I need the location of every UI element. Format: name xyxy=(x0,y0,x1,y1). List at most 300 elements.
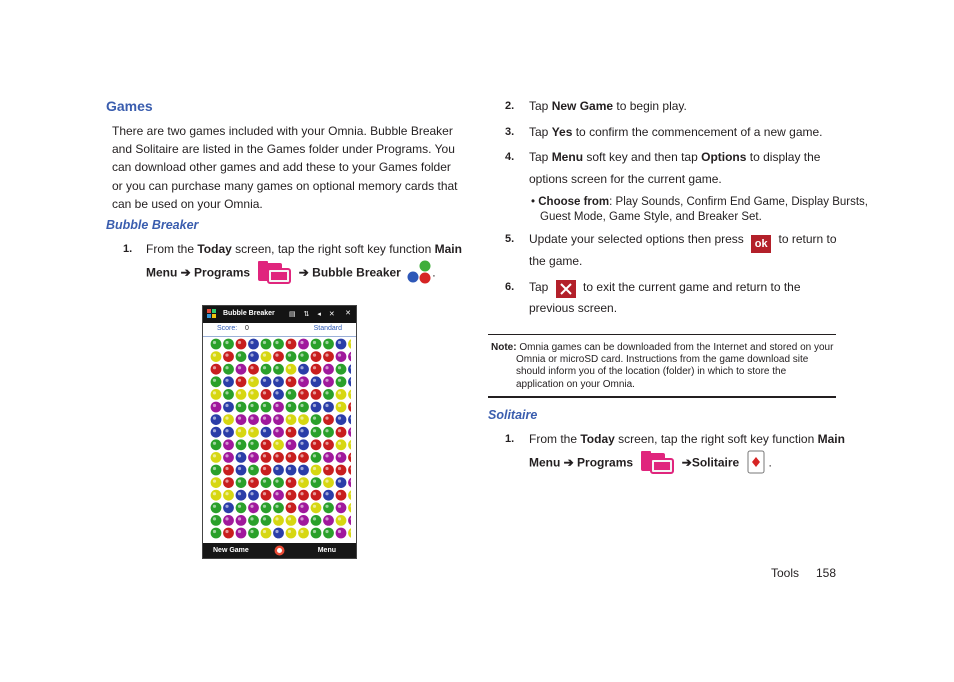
bubble[interactable] xyxy=(211,414,222,425)
bubble[interactable] xyxy=(248,376,259,387)
bubble[interactable] xyxy=(298,477,309,488)
bubble-highlight xyxy=(225,429,228,432)
bubble[interactable] xyxy=(248,389,259,400)
bubble[interactable] xyxy=(298,528,309,539)
step-text: Tap Menu soft key and then tap Options to display the xyxy=(529,150,821,164)
bubble[interactable] xyxy=(286,439,297,450)
bubble-highlight xyxy=(338,505,341,508)
bubble[interactable] xyxy=(223,364,234,375)
bubble-highlight xyxy=(213,366,216,369)
bubble[interactable] xyxy=(348,389,351,400)
step-number: 6. xyxy=(505,281,515,293)
bubble[interactable] xyxy=(223,477,234,488)
bubble[interactable] xyxy=(311,414,322,425)
bubble[interactable] xyxy=(236,528,247,539)
status-icons: ▤ ⇅ ◂ ✕ xyxy=(289,311,338,318)
bubble[interactable] xyxy=(348,452,351,463)
bubble[interactable] xyxy=(348,414,351,425)
programs-folder-icon xyxy=(640,450,674,477)
bubble[interactable] xyxy=(298,427,309,438)
bubble[interactable] xyxy=(286,351,297,362)
bubble-highlight xyxy=(225,354,228,357)
bubble-highlight xyxy=(288,341,291,344)
bubble-highlight xyxy=(275,480,278,483)
bubble-highlight xyxy=(288,505,291,508)
bubble[interactable] xyxy=(348,351,351,362)
bubble[interactable] xyxy=(311,439,322,450)
bubble-highlight xyxy=(238,505,241,508)
bubble[interactable] xyxy=(311,502,322,513)
bubble[interactable] xyxy=(273,414,284,425)
solitaire-card-icon xyxy=(747,450,765,477)
bubble[interactable] xyxy=(298,339,309,350)
bubble[interactable] xyxy=(248,414,259,425)
bubble[interactable] xyxy=(311,402,322,413)
bubble[interactable] xyxy=(336,376,347,387)
bubble[interactable] xyxy=(323,351,334,362)
bubble[interactable] xyxy=(261,389,272,400)
bubble[interactable] xyxy=(348,439,351,450)
bubble-highlight xyxy=(225,341,228,344)
bubble[interactable] xyxy=(248,515,259,526)
bubble[interactable] xyxy=(211,439,222,450)
bubble-highlight xyxy=(300,454,303,457)
bubble[interactable] xyxy=(336,490,347,501)
bubble[interactable] xyxy=(211,528,222,539)
note-box xyxy=(488,334,836,398)
step-text: From the Today screen, tap the right soft key function Main xyxy=(146,242,462,256)
bubble-highlight xyxy=(213,379,216,382)
bubble-highlight xyxy=(313,442,316,445)
close-x-icon[interactable] xyxy=(556,280,576,298)
bubble-highlight xyxy=(250,379,253,382)
bubble[interactable] xyxy=(261,465,272,476)
bubble[interactable] xyxy=(211,515,222,526)
bubble[interactable] xyxy=(323,389,334,400)
bubble-highlight xyxy=(275,417,278,420)
bubble[interactable] xyxy=(261,477,272,488)
bubble-highlight xyxy=(213,354,216,357)
bubble-highlight xyxy=(250,467,253,470)
bubble[interactable] xyxy=(236,389,247,400)
bubble[interactable] xyxy=(223,414,234,425)
bubble[interactable] xyxy=(211,490,222,501)
bubble-highlight xyxy=(325,429,328,432)
bubble[interactable] xyxy=(323,427,334,438)
bubble[interactable] xyxy=(236,515,247,526)
bubble[interactable] xyxy=(323,490,334,501)
bubble[interactable] xyxy=(261,351,272,362)
bubble[interactable] xyxy=(336,439,347,450)
bubble[interactable] xyxy=(273,515,284,526)
bubble[interactable] xyxy=(298,439,309,450)
bubble-highlight xyxy=(250,404,253,407)
bubble-highlight xyxy=(238,391,241,394)
bubble[interactable] xyxy=(311,376,322,387)
bubble[interactable] xyxy=(348,339,351,350)
bubble[interactable] xyxy=(298,502,309,513)
bubble[interactable] xyxy=(348,477,351,488)
bubble[interactable] xyxy=(336,502,347,513)
bubble-highlight xyxy=(313,530,316,533)
bubble-highlight xyxy=(288,454,291,457)
bubble-highlight xyxy=(263,417,266,420)
bubble[interactable] xyxy=(248,364,259,375)
step-text: From the Today screen, tap the right soft key function Main xyxy=(529,432,845,446)
bubble[interactable] xyxy=(323,364,334,375)
bubble[interactable] xyxy=(236,402,247,413)
bubble[interactable] xyxy=(286,452,297,463)
menu-soft-key[interactable]: Menu xyxy=(317,547,336,554)
bubble[interactable] xyxy=(311,351,322,362)
bubble-highlight xyxy=(338,454,341,457)
bubble[interactable] xyxy=(223,389,234,400)
bubble[interactable] xyxy=(311,452,322,463)
bubble[interactable] xyxy=(298,351,309,362)
bubble[interactable] xyxy=(286,528,297,539)
bubble-highlight xyxy=(250,492,253,495)
bubble[interactable] xyxy=(336,528,347,539)
bubble[interactable] xyxy=(348,402,351,413)
bubble-highlight xyxy=(213,429,216,432)
bubble[interactable] xyxy=(248,452,259,463)
bubble[interactable] xyxy=(323,402,334,413)
bubble-highlight xyxy=(275,404,278,407)
bubble[interactable] xyxy=(273,376,284,387)
bubble[interactable] xyxy=(273,465,284,476)
bubble[interactable] xyxy=(298,465,309,476)
bubble[interactable] xyxy=(336,389,347,400)
bubble[interactable] xyxy=(336,414,347,425)
bubble-highlight xyxy=(263,517,266,520)
bubble[interactable] xyxy=(236,477,247,488)
bubble[interactable] xyxy=(286,515,297,526)
step-number: 2. xyxy=(505,100,515,112)
bubble-highlight xyxy=(300,505,303,508)
bubble[interactable] xyxy=(323,414,334,425)
bubble[interactable] xyxy=(223,439,234,450)
bubble[interactable] xyxy=(286,465,297,476)
bubble-highlight xyxy=(325,492,328,495)
bubble[interactable] xyxy=(348,515,351,526)
bubble[interactable] xyxy=(248,502,259,513)
bubble[interactable] xyxy=(311,490,322,501)
bubble[interactable] xyxy=(248,339,259,350)
bubble[interactable] xyxy=(311,465,322,476)
bubble[interactable] xyxy=(273,427,284,438)
bubble[interactable] xyxy=(336,477,347,488)
bubble[interactable] xyxy=(236,502,247,513)
bubble[interactable] xyxy=(236,376,247,387)
bubble[interactable] xyxy=(286,364,297,375)
step-number: 4. xyxy=(505,151,515,163)
bubble[interactable] xyxy=(273,364,284,375)
bubble-highlight xyxy=(250,505,253,508)
bubble-highlight xyxy=(338,467,341,470)
bubble[interactable] xyxy=(211,376,222,387)
bubble[interactable] xyxy=(211,402,222,413)
bubble[interactable] xyxy=(223,490,234,501)
bubble[interactable] xyxy=(286,502,297,513)
bubble-highlight xyxy=(313,517,316,520)
bubble-highlight xyxy=(213,505,216,508)
bubble-highlight xyxy=(250,517,253,520)
bubble-highlight xyxy=(263,391,266,394)
bubble[interactable] xyxy=(223,339,234,350)
bubble[interactable] xyxy=(273,439,284,450)
bubble[interactable] xyxy=(223,465,234,476)
bubble[interactable] xyxy=(236,414,247,425)
bubble-highlight xyxy=(225,442,228,445)
bubble[interactable] xyxy=(223,427,234,438)
bubble[interactable] xyxy=(348,364,351,375)
bubble-highlight xyxy=(275,467,278,470)
bubble[interactable] xyxy=(248,402,259,413)
bubble[interactable] xyxy=(298,414,309,425)
bubble-highlight xyxy=(313,404,316,407)
bubble-highlight xyxy=(250,366,253,369)
bubble[interactable] xyxy=(211,351,222,362)
bubble[interactable] xyxy=(211,465,222,476)
step-text: Tap Yes to confirm the commencement of a new game. xyxy=(529,125,823,139)
bubble-highlight xyxy=(338,429,341,432)
keyboard-icon[interactable] xyxy=(274,545,285,558)
bubble[interactable] xyxy=(348,376,351,387)
bubble[interactable] xyxy=(261,515,272,526)
bubble-highlight xyxy=(288,467,291,470)
bubble[interactable] xyxy=(336,364,347,375)
bubble[interactable] xyxy=(323,528,334,539)
bubble-highlight xyxy=(325,379,328,382)
bubble[interactable] xyxy=(323,465,334,476)
bubble[interactable] xyxy=(311,339,322,350)
bubble[interactable] xyxy=(298,490,309,501)
bubble[interactable] xyxy=(286,389,297,400)
bubble-highlight xyxy=(263,492,266,495)
bubble[interactable] xyxy=(248,351,259,362)
bubble-highlight xyxy=(275,366,278,369)
bubble[interactable] xyxy=(211,477,222,488)
bubble-highlight xyxy=(338,366,341,369)
bubble[interactable] xyxy=(298,515,309,526)
bubble-highlight xyxy=(250,417,253,420)
ok-button[interactable]: ok xyxy=(751,235,771,253)
bubble[interactable] xyxy=(211,427,222,438)
bubble[interactable] xyxy=(211,502,222,513)
bubble[interactable] xyxy=(236,465,247,476)
step-number: 1. xyxy=(505,433,515,445)
bubble[interactable] xyxy=(261,528,272,539)
bubble-grid[interactable] xyxy=(210,338,351,542)
bubble[interactable] xyxy=(311,427,322,438)
intro-paragraph: There are two games included with your Omnia. Bubble Breaker and Solitaire are listed in the Games folder under Programs. You can download other games and add these to your Games folder or you can purchase many games on optional memory cards that can be used on your Omnia. xyxy=(112,124,458,211)
bubble[interactable] xyxy=(273,402,284,413)
bubble[interactable] xyxy=(273,502,284,513)
bubble-highlight xyxy=(325,505,328,508)
score-bar: Score: 0 Standard xyxy=(203,324,356,337)
bubble-highlight xyxy=(313,492,316,495)
bubble-highlight xyxy=(250,454,253,457)
bubble-highlight xyxy=(275,391,278,394)
bubble[interactable] xyxy=(323,439,334,450)
bubble[interactable] xyxy=(261,376,272,387)
bubble[interactable] xyxy=(248,477,259,488)
bubble[interactable] xyxy=(236,351,247,362)
step-number: 5. xyxy=(505,233,515,245)
step-number: 1. xyxy=(123,243,133,255)
bubble[interactable] xyxy=(323,339,334,350)
bubble-highlight xyxy=(325,354,328,357)
bubble[interactable] xyxy=(273,528,284,539)
bubble-highlight xyxy=(288,366,291,369)
step-number: 3. xyxy=(505,126,515,138)
bubble[interactable] xyxy=(248,490,259,501)
bubble[interactable] xyxy=(336,452,347,463)
bubble[interactable] xyxy=(286,376,297,387)
bubble[interactable] xyxy=(298,364,309,375)
phone-title-bar xyxy=(203,306,356,323)
bubble-highlight xyxy=(213,442,216,445)
bubble-highlight xyxy=(313,366,316,369)
bubble-breaker-icon xyxy=(406,259,432,288)
bubble[interactable] xyxy=(298,452,309,463)
bubble-highlight xyxy=(300,341,303,344)
bubble[interactable] xyxy=(248,439,259,450)
bubble[interactable] xyxy=(286,427,297,438)
bubble[interactable] xyxy=(223,502,234,513)
bubble[interactable] xyxy=(298,402,309,413)
bubble-highlight xyxy=(238,442,241,445)
bubble-highlight xyxy=(225,492,228,495)
bubble[interactable] xyxy=(261,439,272,450)
bubble[interactable] xyxy=(261,490,272,501)
bubble[interactable] xyxy=(223,528,234,539)
bubble[interactable] xyxy=(286,339,297,350)
bubble-highlight xyxy=(213,517,216,520)
bubble[interactable] xyxy=(236,364,247,375)
bubble-highlight xyxy=(338,517,341,520)
bubble[interactable] xyxy=(336,339,347,350)
bubble-highlight xyxy=(300,391,303,394)
bubble-highlight xyxy=(325,530,328,533)
bubble-highlight xyxy=(325,366,328,369)
bubble-highlight xyxy=(225,391,228,394)
bubble-highlight xyxy=(300,429,303,432)
bubble[interactable] xyxy=(261,427,272,438)
bubble[interactable] xyxy=(211,452,222,463)
bubble[interactable] xyxy=(286,414,297,425)
bubble[interactable] xyxy=(348,490,351,501)
bubble[interactable] xyxy=(248,465,259,476)
bubble-highlight xyxy=(300,442,303,445)
bubble-highlight xyxy=(238,417,241,420)
bubble[interactable] xyxy=(236,439,247,450)
bubble-highlight xyxy=(325,517,328,520)
bubble[interactable] xyxy=(223,515,234,526)
bubble-highlight xyxy=(300,379,303,382)
bubble[interactable] xyxy=(273,389,284,400)
bubble[interactable] xyxy=(211,339,222,350)
bubble[interactable] xyxy=(223,402,234,413)
bubble[interactable] xyxy=(261,502,272,513)
bubble[interactable] xyxy=(286,477,297,488)
bubble[interactable] xyxy=(323,515,334,526)
bubble-highlight xyxy=(263,480,266,483)
bubble[interactable] xyxy=(248,427,259,438)
bubble-highlight xyxy=(300,467,303,470)
step-text-continued: options screen for the current game. xyxy=(529,172,722,186)
bubble[interactable] xyxy=(348,427,351,438)
bubble-highlight xyxy=(325,442,328,445)
windows-start-icon[interactable] xyxy=(207,309,217,321)
bubble-highlight xyxy=(275,341,278,344)
bubble[interactable] xyxy=(298,376,309,387)
bubble-highlight xyxy=(300,417,303,420)
bubble[interactable] xyxy=(311,364,322,375)
bubble[interactable] xyxy=(348,502,351,513)
bubble[interactable] xyxy=(223,351,234,362)
bubble[interactable] xyxy=(273,477,284,488)
bubble[interactable] xyxy=(261,339,272,350)
bubble[interactable] xyxy=(311,528,322,539)
new-game-soft-key[interactable]: New Game xyxy=(213,547,249,554)
bubble[interactable] xyxy=(211,364,222,375)
bubble[interactable] xyxy=(348,465,351,476)
bubble[interactable] xyxy=(311,389,322,400)
bubble[interactable] xyxy=(298,389,309,400)
bubble[interactable] xyxy=(286,490,297,501)
bubble[interactable] xyxy=(348,528,351,539)
bubble[interactable] xyxy=(261,452,272,463)
bubble-highlight xyxy=(275,442,278,445)
bubble[interactable] xyxy=(336,402,347,413)
bubble[interactable] xyxy=(323,477,334,488)
bubble[interactable] xyxy=(323,376,334,387)
bubble[interactable] xyxy=(323,502,334,513)
bubble[interactable] xyxy=(273,452,284,463)
bubble[interactable] xyxy=(336,351,347,362)
bubble[interactable] xyxy=(236,427,247,438)
bubble[interactable] xyxy=(311,477,322,488)
footer-section: Tools xyxy=(771,566,800,580)
bubble[interactable] xyxy=(261,364,272,375)
bubble[interactable] xyxy=(336,427,347,438)
bubble[interactable] xyxy=(236,490,247,501)
bubble[interactable] xyxy=(261,402,272,413)
bubble[interactable] xyxy=(236,339,247,350)
bubble[interactable] xyxy=(223,376,234,387)
bubble-highlight xyxy=(338,530,341,533)
bubble[interactable] xyxy=(286,402,297,413)
bubble-highlight xyxy=(213,467,216,470)
bubble[interactable] xyxy=(248,528,259,539)
bubble[interactable] xyxy=(211,389,222,400)
bubble-breaker-screenshot xyxy=(202,305,357,559)
bubble[interactable] xyxy=(311,515,322,526)
step-text-path: Menu ➔ Programs ➔Solitaire . xyxy=(529,450,772,477)
bubble[interactable] xyxy=(273,490,284,501)
bubble[interactable] xyxy=(323,452,334,463)
close-icon[interactable]: ✕ xyxy=(345,310,351,317)
bubble[interactable] xyxy=(273,351,284,362)
bubble[interactable] xyxy=(273,339,284,350)
bubble[interactable] xyxy=(261,414,272,425)
bubble[interactable] xyxy=(236,452,247,463)
bubble[interactable] xyxy=(336,465,347,476)
bubble[interactable] xyxy=(336,515,347,526)
bubble[interactable] xyxy=(223,452,234,463)
programs-folder-icon xyxy=(257,260,291,287)
